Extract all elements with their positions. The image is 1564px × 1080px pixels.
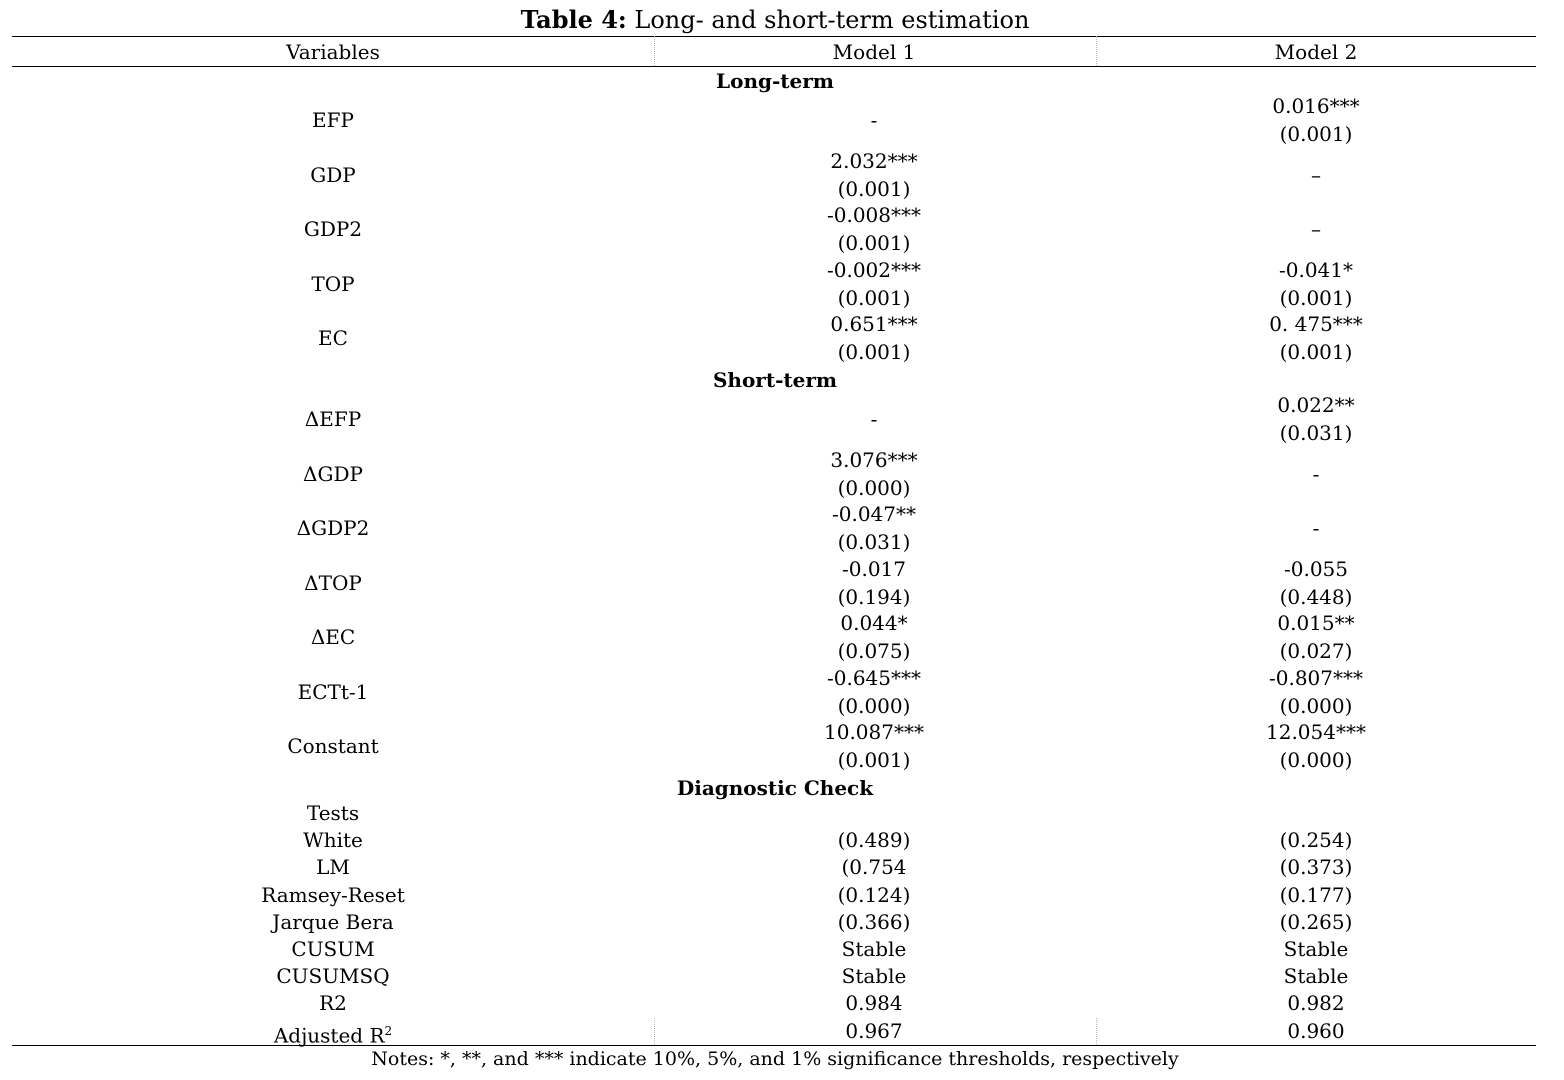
model1-value: 0.651***	[830, 312, 918, 336]
header-model1: Model 1	[832, 40, 916, 64]
model1-value: 2.032***	[830, 148, 918, 173]
model1-value: -	[870, 108, 878, 132]
model2-value: –	[1311, 217, 1321, 241]
variable-label: GDP2	[303, 217, 363, 241]
model1-value: -0.017	[841, 556, 906, 581]
variable-label: EFP	[312, 108, 354, 132]
diagnostic-test: Ramsey-Reset	[261, 882, 405, 907]
variable-label: ΔGDP	[303, 461, 363, 486]
table-number: Table 4:	[520, 5, 627, 34]
model2-value: (0.373)	[1279, 855, 1353, 880]
model1-value: -0.002***	[826, 257, 921, 282]
model2-value: (0.027)	[1279, 639, 1353, 663]
model2-value: (0.001)	[1279, 285, 1353, 310]
model1-value: (0.001)	[837, 231, 911, 255]
model1-value: (0.124)	[837, 882, 911, 907]
section-long-term: Long-term	[716, 69, 834, 93]
model2-value: (0.265)	[1279, 909, 1353, 934]
variable-label: ΔTOP	[304, 570, 362, 595]
variable-label: EC	[318, 326, 348, 350]
diagnostic-test: CUSUM	[291, 937, 375, 961]
model1-value: (0.001)	[837, 176, 911, 201]
model1-value: (0.001)	[837, 340, 911, 364]
model2-value: (0.448)	[1279, 584, 1353, 609]
model1-value: 0.967	[845, 1018, 903, 1043]
model2-value: (0.031)	[1279, 421, 1353, 445]
superscript: 2	[384, 1023, 393, 1038]
model1-value: (0.075)	[837, 639, 911, 663]
model1-value: -0.645***	[826, 665, 921, 690]
model1-value: -0.008***	[826, 203, 921, 227]
variable-label: TOP	[311, 271, 355, 296]
model2-value: Stable	[1283, 937, 1349, 961]
model1-value: (0.489)	[837, 828, 911, 853]
column-divider	[654, 1018, 655, 1045]
variable-label: ΔGDP2	[296, 516, 370, 540]
table-notes: Notes: *, **, and *** indicate 10%, 5%, and 1% significance thresholds, respectively	[371, 1048, 1179, 1070]
column-divider	[1096, 36, 1097, 66]
diagnostic-test: White	[303, 828, 363, 853]
variable-label: ECTt-1	[297, 679, 369, 704]
model2-value: 0.016***	[1272, 94, 1360, 118]
model1-value: (0.001)	[837, 285, 911, 310]
model2-value: Stable	[1283, 964, 1349, 989]
model2-value: (0.177)	[1279, 882, 1353, 907]
diagnostic-test: CUSUMSQ	[276, 964, 390, 989]
model1-value: Stable	[841, 937, 907, 961]
model2-value: (0.000)	[1279, 748, 1353, 772]
table-title	[0, 5, 1550, 35]
model1-value: (0.754	[841, 855, 907, 880]
diagnostic-test-text: Adjusted R	[273, 1023, 385, 1048]
model1-value: (0.031)	[837, 530, 911, 554]
model1-value: 0.984	[845, 991, 903, 1016]
model1-value: 10.087***	[824, 720, 924, 744]
model2-value: -0.055	[1283, 556, 1348, 581]
top-rule	[12, 36, 1536, 37]
variable-label: ΔEC	[310, 625, 356, 649]
model2-value: -	[1312, 461, 1320, 486]
model2-value: -	[1312, 516, 1320, 540]
model2-value: 0. 475***	[1269, 312, 1363, 336]
variable-label: Constant	[287, 734, 379, 758]
model1-value: 0.044*	[840, 611, 908, 635]
model2-value: -0.041*	[1278, 257, 1353, 282]
column-divider	[1096, 1018, 1097, 1045]
header-variables: Variables	[286, 40, 380, 64]
variable-label: GDP	[310, 162, 356, 187]
model1-value: (0.000)	[837, 693, 911, 718]
model2-value: (0.254)	[1279, 828, 1353, 853]
model1-value: Stable	[841, 964, 907, 989]
model2-value: 0.015**	[1277, 611, 1355, 635]
diagnostic-test: Tests	[306, 801, 360, 825]
model2-value: -0.807***	[1268, 665, 1363, 690]
model2-value: 12.054***	[1266, 720, 1366, 744]
model1-value: -	[870, 407, 878, 431]
model2-value: –	[1311, 162, 1321, 187]
diagnostic-test: R2	[319, 991, 347, 1016]
header-rule	[12, 66, 1536, 67]
model1-value: (0.366)	[837, 909, 911, 934]
header-model2: Model 2	[1274, 40, 1358, 64]
model1-value: -0.047**	[831, 502, 916, 526]
model2-value: (0.001)	[1279, 122, 1353, 146]
table-caption: Long- and short-term estimation	[626, 6, 1030, 34]
model1-value: (0.194)	[837, 584, 911, 609]
diagnostic-test: LM	[316, 855, 350, 880]
section-short-term: Short-term	[712, 368, 838, 392]
variable-label: ΔEFP	[304, 407, 362, 431]
diagnostic-test: Jarque Bera	[272, 909, 394, 934]
model2-value: 0.960	[1287, 1018, 1345, 1043]
model1-value: (0.001)	[837, 748, 911, 772]
model1-value: 3.076***	[830, 447, 918, 472]
model2-value: (0.000)	[1279, 693, 1353, 718]
section-diagnostic: Diagnostic Check	[676, 776, 874, 800]
column-divider	[654, 36, 655, 66]
model2-value: (0.001)	[1279, 340, 1353, 364]
model2-value: 0.022**	[1277, 393, 1355, 417]
model1-value: (0.000)	[837, 475, 911, 500]
model2-value: 0.982	[1287, 991, 1345, 1016]
